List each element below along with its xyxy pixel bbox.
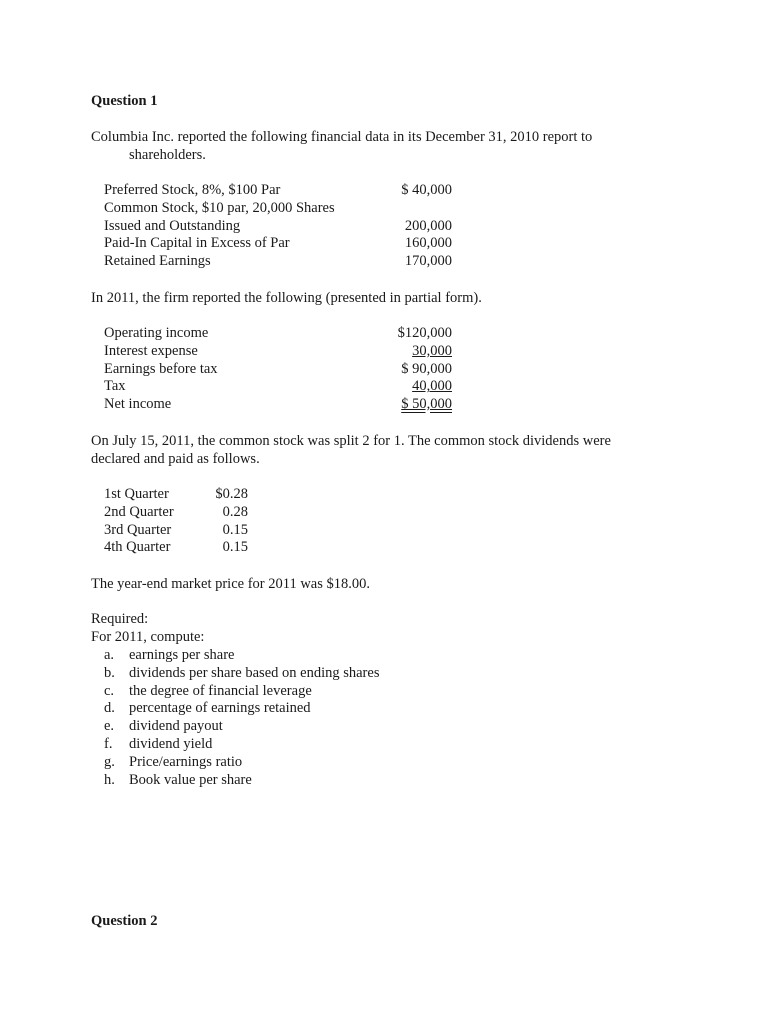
dividend-quarter: 2nd Quarter [104, 503, 174, 520]
income-row [104, 325, 452, 343]
income-label: Interest expense [104, 342, 198, 359]
intro-line-1: Columbia Inc. reported the following financial data in its December 31, 2010 report to [91, 129, 593, 145]
market-price-line: The year-end market price for 2011 was $18.00. [91, 576, 370, 592]
dividend-quarter: 3rd Quarter [104, 521, 172, 538]
income-row [104, 343, 452, 361]
dividend-row [104, 539, 248, 557]
balance-row [104, 182, 452, 200]
list-text: percentage of earnings retained [129, 700, 311, 717]
balance-label: Paid-In Capital in Excess of Par [104, 235, 290, 252]
question-2-heading: Question 2 [91, 913, 158, 929]
dividends-table [104, 486, 248, 557]
income-statement-table [104, 325, 452, 414]
balance-amount: 170,000 [404, 253, 452, 270]
income-label: Tax [104, 378, 126, 395]
balance-row [104, 200, 452, 218]
income-amount: $ 50,000 [401, 396, 452, 413]
balance-row [104, 253, 452, 271]
income-amount: $ 90,000 [401, 360, 452, 377]
intro-line-2: shareholders. [129, 146, 206, 163]
income-row [104, 396, 452, 414]
balance-amount: $ 40,000 [401, 182, 452, 198]
balance-label: Retained Earnings [104, 253, 211, 270]
list-marker: f. [104, 735, 113, 752]
list-marker: h. [104, 771, 115, 788]
balance-amount: 200,000 [404, 217, 452, 234]
balance-row [104, 235, 452, 253]
dividend-amount: 0.15 [222, 521, 248, 538]
list-marker: b. [104, 664, 115, 681]
income-label: Earnings before tax [104, 360, 218, 377]
compute-label: For 2011, compute: [91, 628, 205, 645]
list-text: earnings per share [129, 647, 235, 663]
balance-label: Preferred Stock, 8%, $100 Par [104, 182, 281, 198]
dividend-row [104, 486, 248, 504]
income-amount: $120,000 [397, 325, 452, 341]
dividend-row [104, 522, 248, 540]
income-row [104, 361, 452, 379]
list-marker: e. [104, 718, 115, 735]
balance-label: Issued and Outstanding [104, 217, 241, 234]
income-row [104, 378, 452, 396]
question-1-heading: Question 1 [91, 93, 158, 109]
required-label: Required: [91, 611, 149, 627]
list-text: dividend yield [129, 735, 213, 752]
dividend-amount: 0.28 [222, 503, 248, 520]
balance-sheet-table [104, 182, 452, 271]
partial-intro: In 2011, the firm reported the following (presented in partial form). [91, 290, 482, 306]
income-amount: 40,000 [412, 378, 452, 395]
split-paragraph [91, 433, 651, 469]
list-marker: g. [104, 753, 115, 770]
income-amount: 30,000 [412, 342, 452, 359]
list-text: Price/earnings ratio [129, 753, 243, 770]
intro-paragraph [91, 129, 651, 165]
list-text: dividends per share based on ending shares [129, 664, 380, 681]
required-block [91, 611, 204, 647]
list-marker: d. [104, 700, 115, 717]
dividend-amount: $0.28 [215, 486, 248, 502]
split-line-1: On July 15, 2011, the common stock was split 2 for 1. The common stock dividends were [91, 433, 611, 449]
dividend-quarter: 4th Quarter [104, 539, 171, 556]
balance-label: Common Stock, $10 par, 20,000 Shares [104, 199, 335, 216]
list-text: Book value per share [129, 771, 252, 788]
income-label: Net income [104, 396, 172, 413]
dividend-quarter: 1st Quarter [104, 486, 169, 502]
list-marker: a. [104, 647, 115, 663]
list-marker: c. [104, 682, 115, 699]
list-text: dividend payout [129, 718, 223, 735]
balance-amount: 160,000 [404, 235, 452, 252]
income-label: Operating income [104, 325, 209, 341]
split-line-2: declared and paid as follows. [91, 450, 260, 467]
list-text: the degree of financial leverage [129, 682, 312, 699]
balance-row [104, 218, 452, 236]
dividend-row [104, 504, 248, 522]
dividend-amount: 0.15 [222, 539, 248, 556]
